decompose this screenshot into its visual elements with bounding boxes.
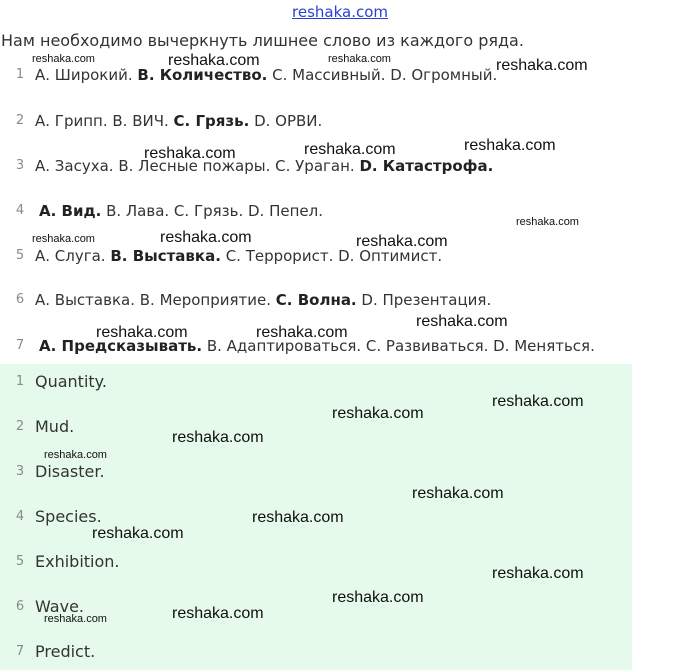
option-text: B. Адаптироваться. C. Развиваться. D. Меняться. [202, 337, 595, 355]
watermark: reshaka.com [412, 485, 504, 502]
option-text: А. Засуха. B. Лесные пожары. C. Ураган. [35, 157, 360, 175]
option-text: B. Лава. C. Грязь. D. Пепел. [101, 202, 323, 220]
instruction-text: Нам необходимо вычеркнуть лишнее слово из каждого ряда. [1, 31, 524, 50]
answer-number: 4 [15, 509, 25, 524]
row-number: 3 [15, 158, 25, 173]
option-text: D. ОРВИ. [249, 112, 323, 130]
watermark: reshaka.com [92, 525, 184, 542]
watermark: reshaka.com [32, 53, 95, 65]
answer-number: 6 [15, 599, 25, 614]
watermark: reshaka.com [256, 324, 348, 341]
row-number: 5 [15, 248, 25, 263]
watermark: reshaka.com [44, 449, 107, 461]
row-content [35, 289, 491, 311]
watermark: reshaka.com [496, 57, 588, 74]
site-logo-link[interactable]: reshaka.com [292, 3, 388, 21]
watermark: reshaka.com [144, 145, 236, 162]
watermark: reshaka.com [332, 589, 424, 606]
answer-text: Mud. [35, 417, 75, 436]
watermark: reshaka.com [492, 565, 584, 582]
row-number: 7 [15, 338, 25, 353]
answer-text: Quantity. [35, 372, 107, 391]
option-text: А. Выставка. B. Мероприятие. [35, 291, 276, 309]
watermark: reshaka.com [32, 233, 95, 245]
answer-text: Wave. [35, 597, 84, 616]
odd-word: C. Грязь. [173, 112, 250, 130]
odd-word: А. Предсказывать. [39, 337, 203, 355]
watermark: reshaka.com [416, 313, 508, 330]
row-content [39, 200, 323, 222]
option-text: C. Террорист. D. Оптимист. [220, 247, 443, 265]
watermark: reshaka.com [356, 233, 448, 250]
watermark: reshaka.com [328, 53, 391, 65]
row-number: 1 [15, 67, 25, 82]
odd-word: C. Волна. [275, 291, 357, 309]
row-number: 6 [15, 292, 25, 307]
answer-number: 2 [15, 419, 25, 434]
answer-text: Disaster. [35, 462, 105, 481]
answer-text: Species. [35, 507, 102, 526]
answer-text: Predict. [35, 642, 96, 661]
watermark: reshaka.com [332, 405, 424, 422]
answer-number: 7 [15, 644, 25, 659]
answer-number: 1 [15, 374, 25, 389]
row-number: 2 [15, 113, 25, 128]
odd-word: D. Катастрофа. [359, 157, 494, 175]
odd-word: B. Выставка. [110, 247, 221, 265]
option-text: А. Грипп. B. ВИЧ. [35, 112, 174, 130]
watermark: reshaka.com [168, 52, 260, 69]
answer-text: Exhibition. [35, 552, 120, 571]
watermark: reshaka.com [304, 141, 396, 158]
watermark: reshaka.com [516, 216, 579, 228]
watermark: reshaka.com [172, 605, 264, 622]
option-text: А. Слуга. [35, 247, 111, 265]
watermark: reshaka.com [44, 613, 107, 625]
odd-word: B. Количество. [137, 66, 268, 84]
odd-word: А. Вид. [39, 202, 102, 220]
watermark: reshaka.com [160, 229, 252, 246]
row-number: 4 [15, 203, 25, 218]
watermark: reshaka.com [464, 137, 556, 154]
watermark: reshaka.com [172, 429, 264, 446]
row-content [35, 64, 497, 86]
row-content [35, 110, 322, 132]
watermark: reshaka.com [492, 393, 584, 410]
option-text: D. Презентация. [356, 291, 492, 309]
row-content [35, 155, 493, 177]
answer-number: 5 [15, 554, 25, 569]
option-text: C. Массивный. D. Огромный. [267, 66, 498, 84]
watermark: reshaka.com [96, 324, 188, 341]
answer-number: 3 [15, 464, 25, 479]
watermark: reshaka.com [252, 509, 344, 526]
option-text: А. Широкий. [35, 66, 138, 84]
